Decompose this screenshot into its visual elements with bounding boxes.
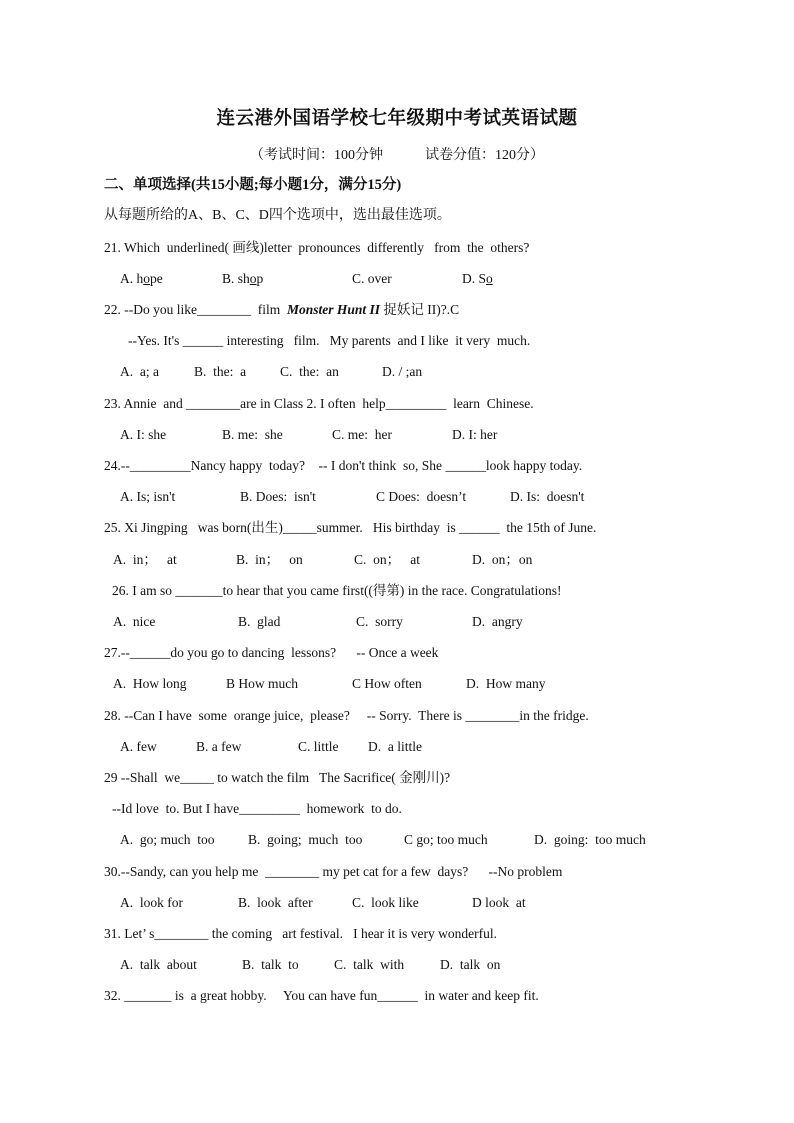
question-32-stem: 32. _______ is a great hobby. You can have fun______ in water and keep fit.: [104, 988, 539, 1003]
question-31-stem: 31. Let’ s________ the coming art festival. I hear it is very wonderful.: [104, 926, 498, 941]
exam-info: （考试时间：100分钟 试卷分值：120分）: [250, 148, 544, 163]
option-b: B. in； on: [236, 552, 303, 567]
option-c: C. over: [352, 271, 392, 286]
option-a: A. hope: [120, 271, 163, 286]
question-29-stem: 29 --Shall we_____ to watch the film The Sacrifice( 金刚川)?: [104, 770, 451, 785]
question-24-stem: 24.--_________Nancy happy today? -- I don't think so, She ______look happy today.: [104, 458, 583, 473]
option-d: D look at: [472, 895, 526, 910]
option-c: C go; too much: [404, 832, 488, 847]
option-b: B. talk to: [242, 957, 299, 972]
question-29-reply: --Id love to. But I have_________ homework to do.: [112, 801, 402, 816]
option-a: A. in； at: [113, 552, 177, 567]
option-c: C. look like: [352, 895, 419, 910]
option-b: B. shop: [222, 271, 264, 286]
option-b: B. going; much too: [248, 832, 363, 847]
question-27-stem: 27.--______do you go to dancing lessons? -- Once a week: [104, 645, 439, 660]
option-a: A. go; much too: [120, 832, 215, 847]
option-b: B. Does: isn't: [240, 489, 316, 504]
option-a: A. Is; isn't: [120, 489, 176, 504]
option-a: A. nice: [113, 614, 156, 629]
option-c: C Does: doesn’t: [376, 489, 467, 504]
option-c: C. on； at: [354, 552, 420, 567]
option-b: B. look after: [238, 895, 313, 910]
film-title: Monster Hunt II: [286, 302, 381, 317]
question-30-stem: 30.--Sandy, can you help me ________ my pet cat for a few days? --No problem: [104, 864, 563, 879]
question-28-stem: 28. --Can I have some orange juice, please? -- Sorry. There is ________in the fridge.: [104, 708, 589, 723]
option-a: A. look for: [120, 895, 183, 910]
option-a: A. How long: [113, 676, 187, 691]
option-d: D. on；on: [472, 552, 533, 567]
option-c: C. little: [298, 739, 339, 754]
option-d: D. How many: [466, 676, 546, 691]
page-title: 连云港外国语学校七年级期中考试英语试题: [216, 109, 578, 129]
option-d: D. I: her: [452, 427, 498, 442]
instruction: 从每题所给的A、B、C、D四个选项中，选出最佳选项。: [104, 208, 451, 223]
option-b: B. the: a: [194, 364, 247, 379]
option-a: A. few: [120, 739, 157, 754]
option-d: D. talk on: [440, 957, 501, 972]
option-a: A. talk about: [120, 957, 197, 972]
option-c: C. talk with: [334, 957, 405, 972]
question-21-stem: 21. Which underlined( 画线)letter pronounces differently from the others?: [104, 240, 530, 255]
option-d: D. Is: doesn't: [510, 489, 585, 504]
question-25-stem: 25. Xi Jingping was born(出生)_____summer. His birthday is ______ the 15th of June.: [104, 520, 597, 535]
option-a: A. I: she: [120, 427, 167, 442]
option-b: B How much: [226, 676, 298, 691]
option-b: B. a few: [196, 739, 242, 754]
question-22-reply: --Yes. It's ______ interesting film. My parents and I like it very much.: [128, 333, 531, 348]
option-c: C. the: an: [280, 364, 339, 379]
option-d: D. So: [462, 271, 493, 286]
option-c: C How often: [352, 676, 422, 691]
option-a: A. a; a: [120, 364, 159, 379]
option-d: D. / ;an: [382, 364, 423, 379]
option-d: D. a little: [368, 739, 422, 754]
option-b: B. me: she: [222, 427, 283, 442]
question-22-stem: 22. --Do you like________ film Monster Hunt II 捉妖记 II)?.C: [104, 302, 460, 317]
option-c: C. me: her: [332, 427, 392, 442]
option-c: C. sorry: [356, 614, 403, 629]
section-heading: 二、单项选择(共15小题;每小题1分，满分15分): [104, 177, 402, 193]
option-d: D. going: too much: [534, 832, 646, 847]
option-d: D. angry: [472, 614, 523, 629]
question-26-stem: 26. I am so _______to hear that you came first((得第) in the race. Congratulations!: [112, 583, 562, 598]
option-b: B. glad: [238, 614, 281, 629]
question-23-stem: 23. Annie and ________are in Class 2. I often help_________ learn Chinese.: [104, 396, 534, 411]
